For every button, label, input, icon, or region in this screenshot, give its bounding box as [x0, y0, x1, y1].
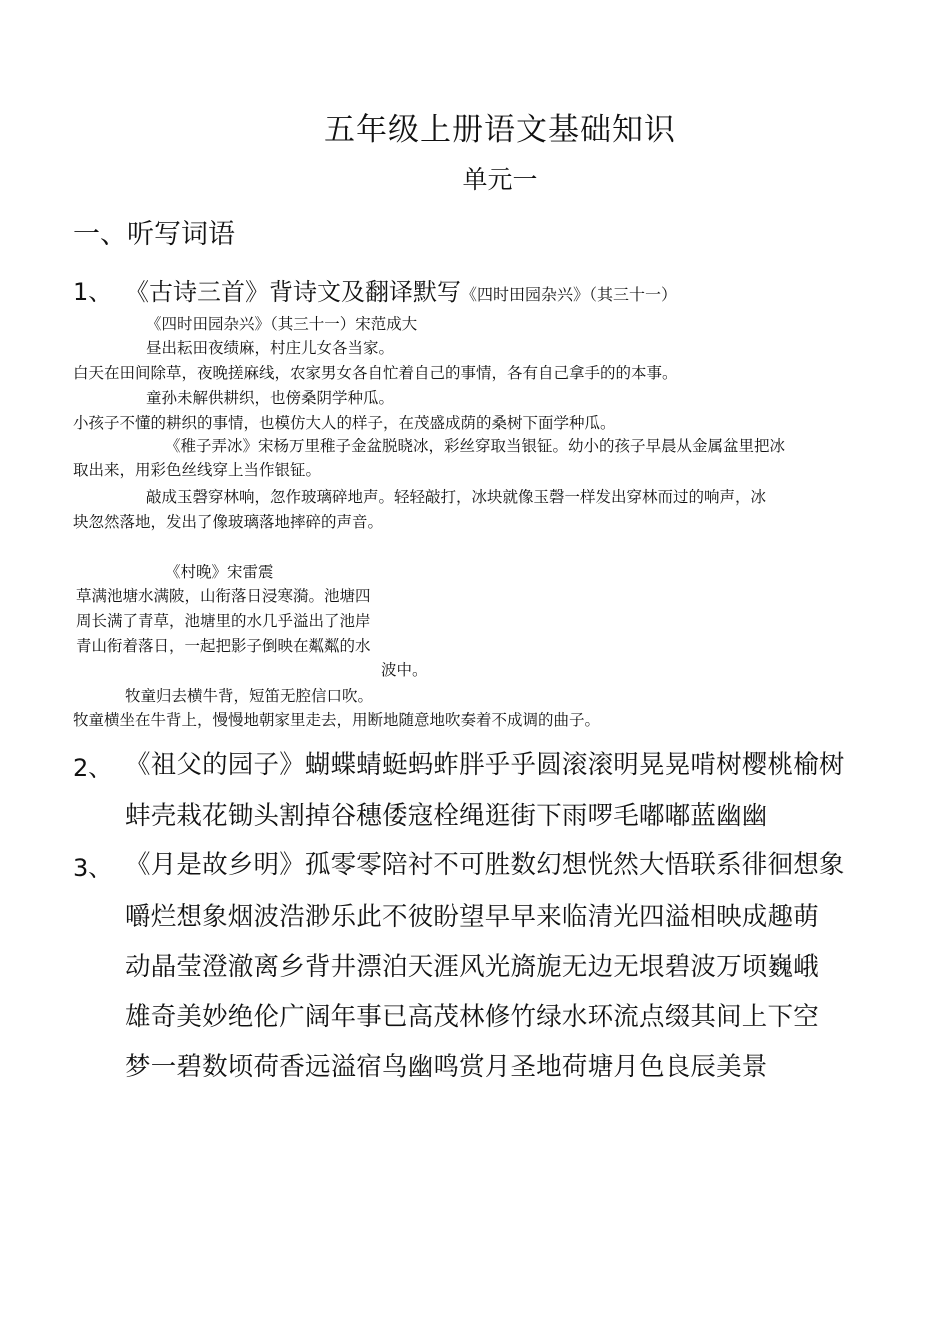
item-3-line-2: 嚼烂想象烟波浩渺乐此不彼盼望早早来临清光四溢相映成趣萌	[125, 902, 819, 932]
poem-3-title: 《村晚》宋雷震	[165, 563, 274, 581]
poem-2-line-b: 取出来，用彩色丝线穿上当作银钲。	[73, 461, 322, 479]
poem-2-line-d: 块忽然落地，发出了像玻璃落地摔碎的声音。	[73, 513, 384, 531]
document-title: 五年级上册语文基础知识	[324, 112, 676, 148]
item-3-line-4: 雄奇美妙绝伦广阔年事已高茂林修竹绿水环流点缀其间上下空	[125, 1002, 819, 1032]
poem-3-line-5: 牧童归去横牛背，短笛无腔信口吹。	[125, 687, 374, 705]
item-1-heading	[73, 272, 677, 307]
item-1-subtitle: 《四时田园杂兴》（其三十一）	[461, 285, 678, 304]
item-3-number: 3、	[73, 854, 113, 882]
poem-3-line-1: 草满池塘水满陂，山衔落日浸寒漪。池塘四	[76, 587, 371, 605]
poem-3-line-3: 青山衔着落日，一起把影子倒映在粼粼的水	[76, 637, 371, 655]
item-3-line-5: 梦一碧数顷荷香远溢宿鸟幽鸣赏月圣地荷塘月色良辰美景	[125, 1052, 768, 1082]
item-2-line-1: 《祖父的园子》蝴蝶蜻蜓蚂蚱胖乎乎圆滚滚明晃晃啃树樱桃榆树	[125, 750, 845, 780]
poem-2-line-c: 敲成玉磬穿林响，忽作玻璃碎地声。轻轻敲打，冰块就像玉磬一样发出穿林而过的响声，冰	[146, 488, 767, 506]
poem-1-title: 《四时田园杂兴》（其三十一）宋范成大	[146, 315, 418, 333]
unit-heading: 单元一	[462, 165, 538, 194]
section-heading: 一、听写词语	[73, 219, 235, 250]
item-3-line-1: 《月是故乡明》孤零零陪衬不可胜数幻想恍然大悟联系徘徊想象	[125, 850, 845, 880]
poem-1-translation-2: 小孩子不懂的耕织的事情，也模仿大人的样子，在茂盛成荫的桑树下面学种瓜。	[73, 414, 616, 432]
poem-3-line-2: 周长满了青草，池塘里的水几乎溢出了池岸	[76, 612, 371, 630]
item-2-number: 2、	[73, 754, 113, 782]
poem-3-line-4: 波中。	[381, 661, 428, 679]
item-2-line-2: 蚌壳栽花锄头割掉谷穗倭寇栓绳逛街下雨啰毛嘟嘟蓝幽幽	[125, 801, 768, 831]
poem-3-line-6: 牧童横坐在牛背上，慢慢地朝家里走去，用断地随意地吹奏着不成调的曲子。	[73, 711, 601, 729]
poem-2-line-a: 《稚子弄冰》宋杨万里稚子金盆脱晓冰，彩丝穿取当银钲。幼小的孩子早晨从金属盆里把冰	[165, 437, 786, 455]
item-3-line-3: 动晶莹澄澈离乡背井漂泊天涯风光旖旎无边无垠碧波万顷巍峨	[125, 952, 819, 982]
poem-1-line-2: 童孙未解供耕织，也傍桑阴学种瓜。	[146, 389, 395, 407]
item-1-title: 《古诗三首》背诗文及翻译默写	[125, 278, 461, 306]
poem-1-translation-1: 白天在田间除草，夜晚搓麻线，农家男女各自忙着自己的事情，各有自己拿手的的本事。	[73, 364, 678, 382]
poem-1-line-1: 昼出耘田夜绩麻，村庄儿女各当家。	[146, 339, 395, 357]
item-1-number: 1、	[73, 278, 113, 306]
